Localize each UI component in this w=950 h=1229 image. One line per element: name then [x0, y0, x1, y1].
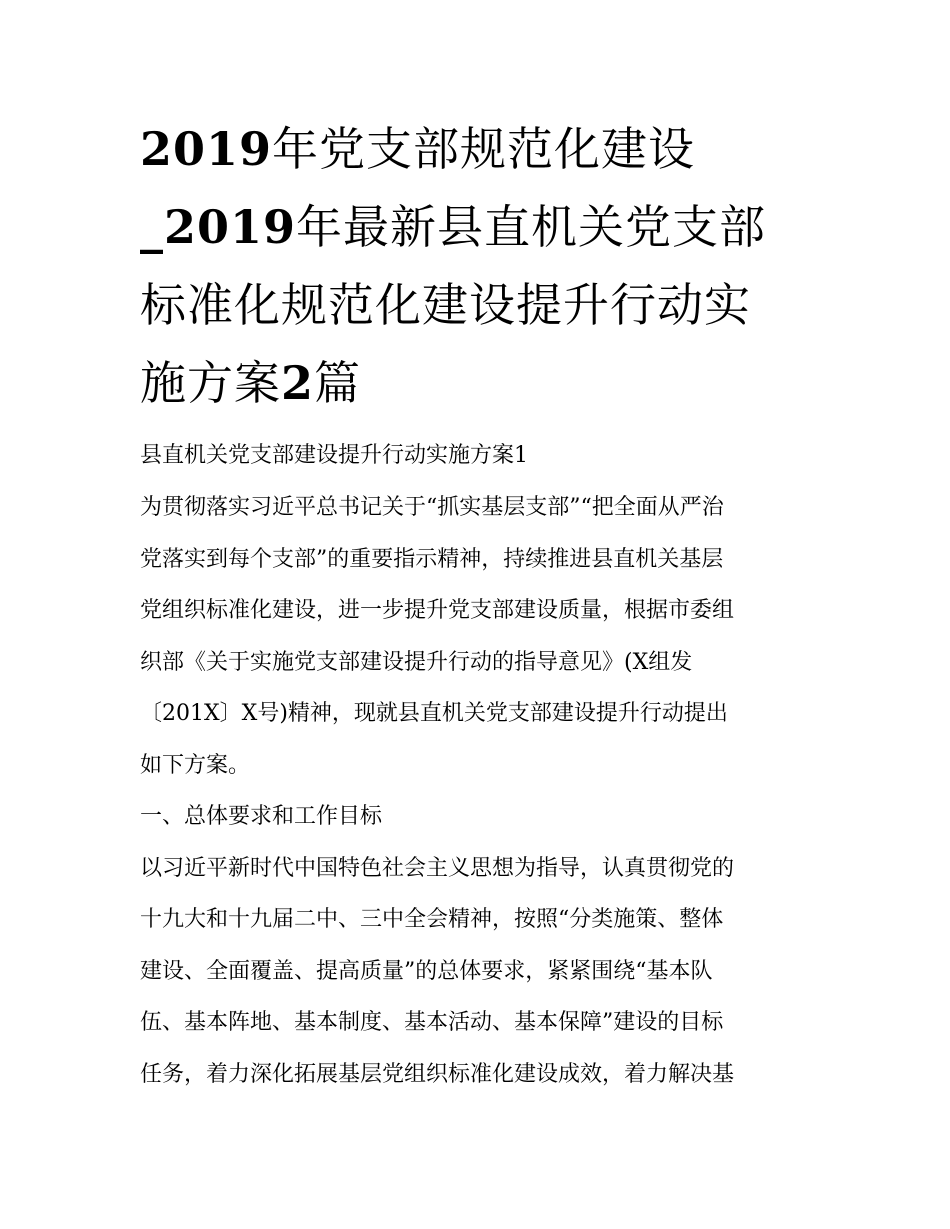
- section-1-heading: 一、总体要求和工作目标: [140, 804, 383, 829]
- section-1-line: 以习近平新时代中国特色社会主义思想为指导，认真贯彻党的: [140, 855, 735, 881]
- title-line-2-text: 年最新县直机关党支部: [296, 200, 767, 254]
- document-body: [140, 110, 820, 1100]
- section-1-line: 建设、全面覆盖、提高质量”的总体要求，紧紧围绕“基本队: [140, 958, 713, 984]
- title-line-4-bold: 2: [281, 356, 315, 410]
- title-line-2-bold: _2019: [140, 200, 297, 254]
- section-1-line: 任务，着力深化拓展基层党组织标准化建设成效，着力解决基: [140, 1061, 735, 1087]
- section-1-paragraph: [140, 843, 820, 1101]
- section-1-line: 十九大和十九届二中、三中全会精神，按照“分类施策、整体: [140, 907, 724, 932]
- intro-line: 〔201X〕X号)精神，现就县直机关党支部建设提升行动提出: [140, 701, 728, 726]
- document-title: [140, 110, 820, 422]
- intro-line: 如下方案。: [140, 752, 251, 778]
- title-line-2: [140, 188, 820, 266]
- title-line-1-bold: 2019: [140, 122, 273, 176]
- title-line-1-text: 年党支部规范化建设: [272, 122, 696, 176]
- title-line-4-after: 篇: [314, 356, 362, 410]
- intro-line: 党组织标准化建设，进一步提升党支部建设质量，根据市委组: [140, 598, 735, 623]
- intro-line: 党落实到每个支部”的重要指示精神，持续推进县直机关基层: [140, 546, 724, 572]
- intro-line: 织部《关于实施党支部建设提升行动的指导意见》(X组发: [140, 649, 693, 675]
- title-line-1: [140, 110, 820, 188]
- section-1-line: 伍、基本阵地、基本制度、基本活动、基本保障”建设的目标: [140, 1010, 724, 1035]
- title-line-3: [140, 266, 820, 344]
- intro-paragraph: [140, 482, 820, 791]
- document-subtitle: 县直机关党支部建设提升行动实施方案1: [140, 443, 528, 468]
- title-line-4: [140, 344, 820, 422]
- title-line-3-text: 标准化规范化建设提升行动实: [140, 278, 751, 332]
- title-line-4-text: 施方案: [140, 356, 281, 410]
- intro-line: 为贯彻落实习近平总书记关于“抓实基层支部”“把全面从严治: [140, 495, 724, 520]
